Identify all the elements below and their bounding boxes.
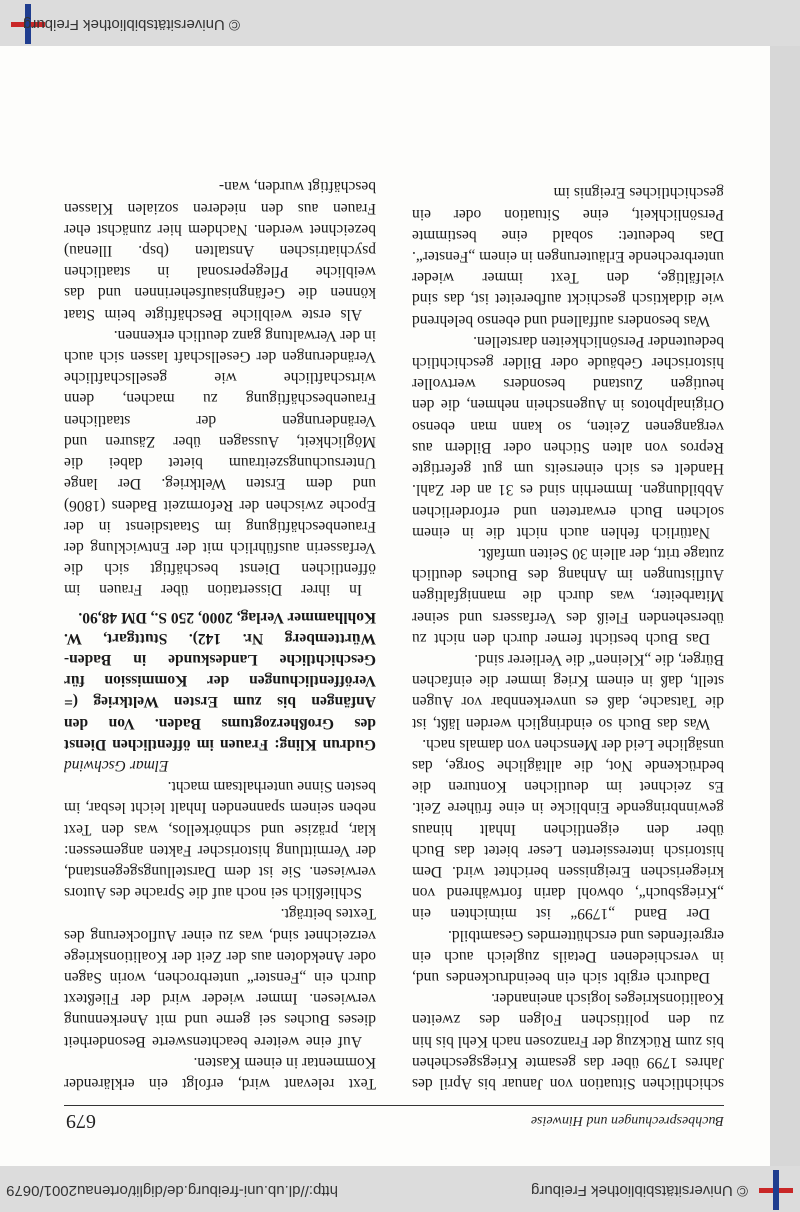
paragraph: Schließlich sei noch auf die Sprache des Autors verwiesen. Sie ist dem Darstellungsgegenstand, der Vermittlung historischer Fakten angemessen: klar, präzise und schnörkellos, was den Text neben seinem spannenden Inhalt leicht lesbar, im besten Sinne unterhaltsam macht.	[64, 778, 376, 902]
source-url-link[interactable]: http://dl.ub.uni-freiburg.de/diglit/ortenau2001/0679	[6, 1182, 338, 1199]
viewer-header-bar	[0, 1166, 800, 1212]
text-column-left	[412, 182, 724, 1094]
paragraph: Was das Buch so eindringlich werden läßt, ist die Tatsache, daß es unverkennbar vor Augen stellt, daß in einem Krieg immer die einfachen Bürger, die „Kleinen“ die Verlierer sind.	[412, 650, 724, 732]
paragraph: Das Buch besticht ferner durch den nicht zu übersehenden Fleiß des Verfassers und seiner Mitarbeiter, was durch die mannigfaltigen Auflistungen im Anhang des Buches deutlich zutage tritt, der allein 30 Seiten umfaßt.	[412, 544, 724, 647]
paragraph: Natürlich fehlen auch nicht die in einem solchen Buch erwarteten und erforderlichen Abbildungen. Immerhin sind es 31 an der Zahl. Handelt es sich einerseits um gut gefertigte Repros von alten Stichen oder Bildern aus vergangenen Zeiten, so kann man ebenso Originalphotos in Augenschein nehmen, die den heutigen Zustand besonders wertvoller historischer Gebäude oder Bilder geschichtlich bedeutender Persönlichkeiten darstellen.	[412, 332, 724, 541]
paragraph: Was besonders auffallend und ebenso belehrend wie didaktisch geschickt aufbereitet ist, das sind vielfältige, den Text immer wieder unterbrechende Erläuterungen in einem „Fenster“. Das bedeutet: sobald eine bestimmte Persönlichkeit, eine Situation oder ein geschichtliches Ereignis im	[411, 184, 724, 329]
viewer-footer-bar	[0, 0, 800, 46]
copyright-label: © Universitätsbibliothek Freiburg	[531, 1182, 748, 1199]
paragraph: Dadurch ergibt sich ein beeindruckendes und, in verschiedenen Details zugleich auch ein ergreifendes und erschütterndes Gesamtbild.	[412, 926, 724, 986]
university-logo-icon	[756, 1168, 796, 1210]
header-rule	[64, 1105, 724, 1106]
paragraph: In ihrer Dissertation über Frauen im öffentlichen Dienst beschäftigt sich die Verfasserin ausführlich mit der Entwicklung der Frauenbeschäftigung im Staatsdienst in der Epoche zwischen der Reformzeit Badens (1806) und dem Ersten Weltkrieg. Der lange Untersuchungszeitraum bietet dabei die Möglichkeit, Aussagen über Zäsuren und Veränderungen der staatlichen Frauenbeschäftigung zu machen, denn wirtschaftliche wie gesellschaftliche Veränderungen der Gesellschaft lassen sich auch in der Verwaltung ganz deutlich erkennen.	[64, 326, 376, 599]
paragraph: Als erste weibliche Beschäftigte beim Staat können die Gefängnisaufseherinnen und das weibliche Pflegepersonal in staatlichen psychiatrischen Anstalten (bsp. Illenau) bezeichnet werden. Nachdem hier zunächst eher Frauen aus den niederen sozialen Klassen beschäftigt wurden, wan-	[64, 178, 376, 323]
running-head: Buchbesprechungen und Hinweise	[530, 1113, 724, 1128]
paragraph: schichtlichen Situation von Januar bis April des Jahres 1799 über das gesamte Kriegsgeschehen bis zum Rückzug der Franzosen nach Kehl bis hin zu den politischen Folgen des zweiten Koalitionskrieges logisch aneinander.	[412, 990, 724, 1092]
text-column-right	[64, 176, 376, 1094]
scanned-book-page	[0, 46, 770, 1166]
page-number: 679	[66, 1110, 96, 1132]
paragraph: Der Band „1799“ ist mitnichten ein „Kriegsbuch“, obwohl darin fortwährend von kriegerischen Ereignissen berichtet wird. Dem historisch interessierten Leser bietet das Buch über den eigentlichen Inhalt hinaus gewinnbringende Einblicke in eine frühere Zeit. Es zeichnet im deutlichen Konturen die bedrückende Not, die alltägliche Sorge, das unsägliche Leid der Menschen von damals nach.	[412, 735, 724, 923]
review-heading: Gudrun Kling: Frauen im öffentlichen Dienst des Großherzogtums Baden. Von den Anfängen bis zum Ersten Weltkrieg (= Veröffentlichungen der Kommission für Geschichtliche Landeskunde in Baden-Württemberg Nr. 142). Stuttgart, W. Kohlhammer Verlag, 2000, 250 S., DM 48,90.	[64, 608, 376, 753]
reviewer-signature: Elmar Gschwind	[64, 756, 169, 774]
paragraph: Text relevant wird, erfolgt ein erklärender Kommentar in einem Kasten.	[64, 1053, 376, 1092]
copyright-label: © Universitätsbibliothek Freiburg	[23, 16, 240, 33]
paragraph: Auf eine weitere beachtenswerte Besonderheit dieses Buches sei gerne und mit Anerkennung verwiesen. Immer wieder wird der Fließtext durch ein „Fenster“ unterbrochen, worin Sagen oder Anekdoten aus der Zeit der Koalitionskriege verzeichnet sind, was zu einer Auflockerung des Textes beiträgt.	[64, 905, 376, 1050]
